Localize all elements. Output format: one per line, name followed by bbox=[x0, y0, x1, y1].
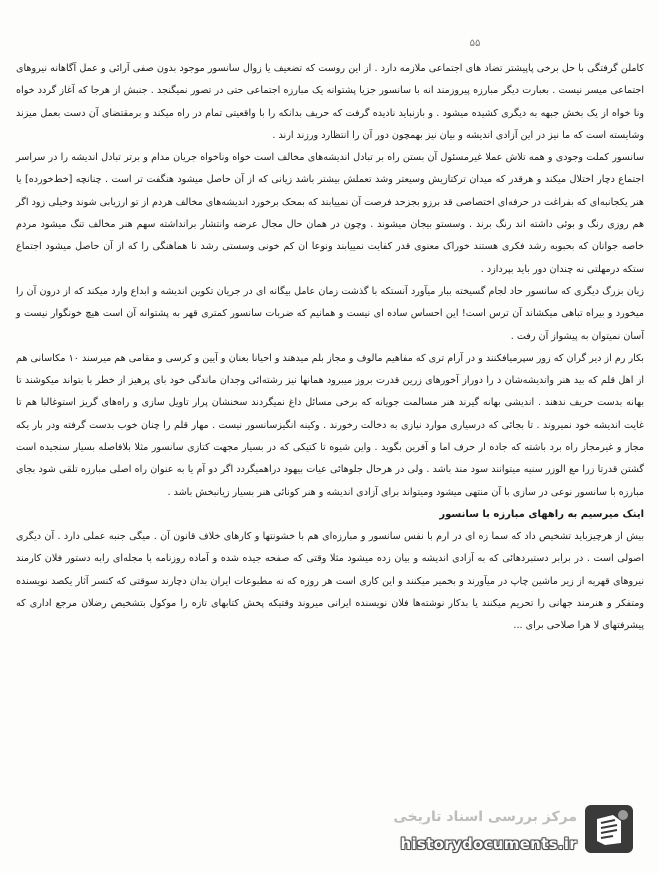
page-header-mark: ۵۵ bbox=[469, 38, 481, 49]
archive-watermark bbox=[390, 797, 635, 863]
archive-logo-icon bbox=[583, 803, 635, 855]
section-heading: اینک میرسیم به راههای مبارزه با سانسور bbox=[439, 508, 644, 520]
paragraph-5: بیش از هرچیزباید تشخیص داد که سما زه ای در ارم با نفس سانسور و مبارزه‌ای هم با خشونتها و کارهای خلاف قانون آن . میگی جنبه عملی دارد . آن دیگری اصولی است . در برابر دستبردهائی که به آزادی اندیشه و بیان زده میشود مثلا وقتی که صفحه جیده شده و آماده روزنامه با مجله‌ای رابه دستور فلان کارمند نیروهای قهریه از زیر ماشین چاپ در میآورند و بخمیر میکنند و این کاری است هر روزه که نه مطبوعات ایران بدان دچارند سوقتی که کنسر آثار یکصد نویسنده ومتفکر و هنرمند جهانی را تحریم میکنند یا بدکار نوشته‌ها فلان نویسنده ایرانی میروند وقتیکه پخش کتابهای تازه را موکول بتشخیص رضلان مرجع اداری که پیشرفتهای لا هرا صلاحی برای ... bbox=[16, 530, 644, 632]
archive-url: historydocuments.ir bbox=[400, 835, 577, 853]
document-body bbox=[16, 58, 644, 637]
paragraph-3: زیان بزرگ دیگری که سانسور حاد لجام گسیخته ببار میآورد آنستکه با گذشت زمان عامل بیگانه ای در جریان تکوین اندیشه و ابداع وارد میکند که از درون آن را میخورد و بیراه تباهی میکشاند آن ترس است! این احساس ساده ای نیست و همانیم که ضربات سانسور کمتری قهر به پشتوانه آن است هیچ خونگوار نیست و آسان نمیتوان به پیشواز آن رفت . bbox=[16, 285, 644, 342]
paragraph-2: سانسور کملت وجودی و همه تلاش عملا غیرمسئول آن بستن راه بر تبادل اندیشه‌های مخالف است خواه وناخواه جریان مدام و برتر تبادل اندیشه را در سراسر اجتماع دچار اختلال میکند و هرقدر که میدان ترکتازیش وسیعتر وشد تعملش بیشتر باشد زیانی که از آن حاصل میشود هنگفت تر است . چنانچه [خط‌خورده] یا هنر یکجانبه‌ای که بفراغت در حرفه‌ای اختصاصی قد برزو بجزحد فرصت آن نمییابند که بمحک برخورد اندیشه‌های مخالف هردم از تو ارزیابی شوند وخیلی زود اگر هم روزی رنگ و بوئی داشته اند رنگ برند . وسستو بیجان میشوند . وچون در همان حال مجال عرضه وانتشار برانداشته سهم هنر مخالف تنگ میشود مردم خاصه جوانان که بحبوبه رشد فکری هستند خوراک معنوی قدر کفایت نمییابند ونوعا ان کم خونی وسستی رشد نا هماهنگی را که از آن حاصل میشود اجتماع ستکه درمهلتی نه چندان دور باید بپردازد . bbox=[16, 152, 644, 275]
paragraph-4: بکار رم از دیر گران که زور سپرمیافکنند و در آرام تری که مفاهیم مالوف و مجاز بلم میدهند و احیانا بعنان و آیین و کرسی و مقامی هم میرسند ۱۰ مکاسانی هم از اهل قلم که بید هنر واندیشه‌شان د را دوراز آخورهای زرین قدرت بروز میبرود همانها نیز رشته‌ائی وجدان ماندگی خود بای پرهیز از خطر با بتواند میکوشند تا بهانه بدست حریف ندهند . اندیشی بهانه گیرند هنر مسالمت جویانه که برخی مسائل داغ نمیگردند سخنشان پرار تاویل سازی و راه‌های گریز استوغالبا هم تا غایت اندیشه خود نمیروند . تا بجائی که درسیاری موارد نیازی به دخالت رخورند . وکینه انگیزسانسور نیست . مهار قلم را چنان خوب بدست گرفته ودر بار یکه مجاز و غیرمجاز راه برد باشته که جاده ار حرف اما و آفرین بگوید . واین شیوه تا کتیکی که در بسیار مجهت کتازی سانسور مثلا بلافاصله بسیار سنجیده است گشتن قدرتا زرا مع الوزر سنیه میتوانند سود مند باشد . ولی در هرحال جلوهائی عیات بیهود دراهمیگردد اگر دو آم یا به عنوان راه اصلی مبارزه تلقی شود بجای مبارزه با سانسور نوعی در سازی با آن منتهی میشود ومیتواند برای آزادی اندیشه و هنر کونائی هنر بسیار زیانبخش باشد . bbox=[16, 352, 644, 498]
paragraph-1: کاملن گرفتگی با حل برخی پاپیشتر تضاد های اجتماعی ملازمه دارد . از این روست که تضعیف یا زوال سانسور موجود بدون صفی آرائی و عمل آگاهانه نیروهای اجتماعی میسر نیست . بعبارت دیگر مبارزه پیروزمند انه با سانسور جزیا پشتوانه یک مبارزه اجتماعی حتی در تصور نمیگنجد . جنبش از هرجا که آغاز گردد خواه ونا خواه از یک بخش جبهه به دیگری کشیده میشود . و بازنباید نادیده گرفت که حریف بدانکه را با واقعیتی تمام در راه میکند و برمقتضای آن دست بعمل میزند وشایسته است که ما نیز در این آزادی اندیشه و بیان نیز بهمچون دور آن را انتظارد ورزند ارند . bbox=[16, 63, 644, 141]
archive-logo-text: مرکز بررسی اسناد تاریخی bbox=[393, 809, 577, 825]
